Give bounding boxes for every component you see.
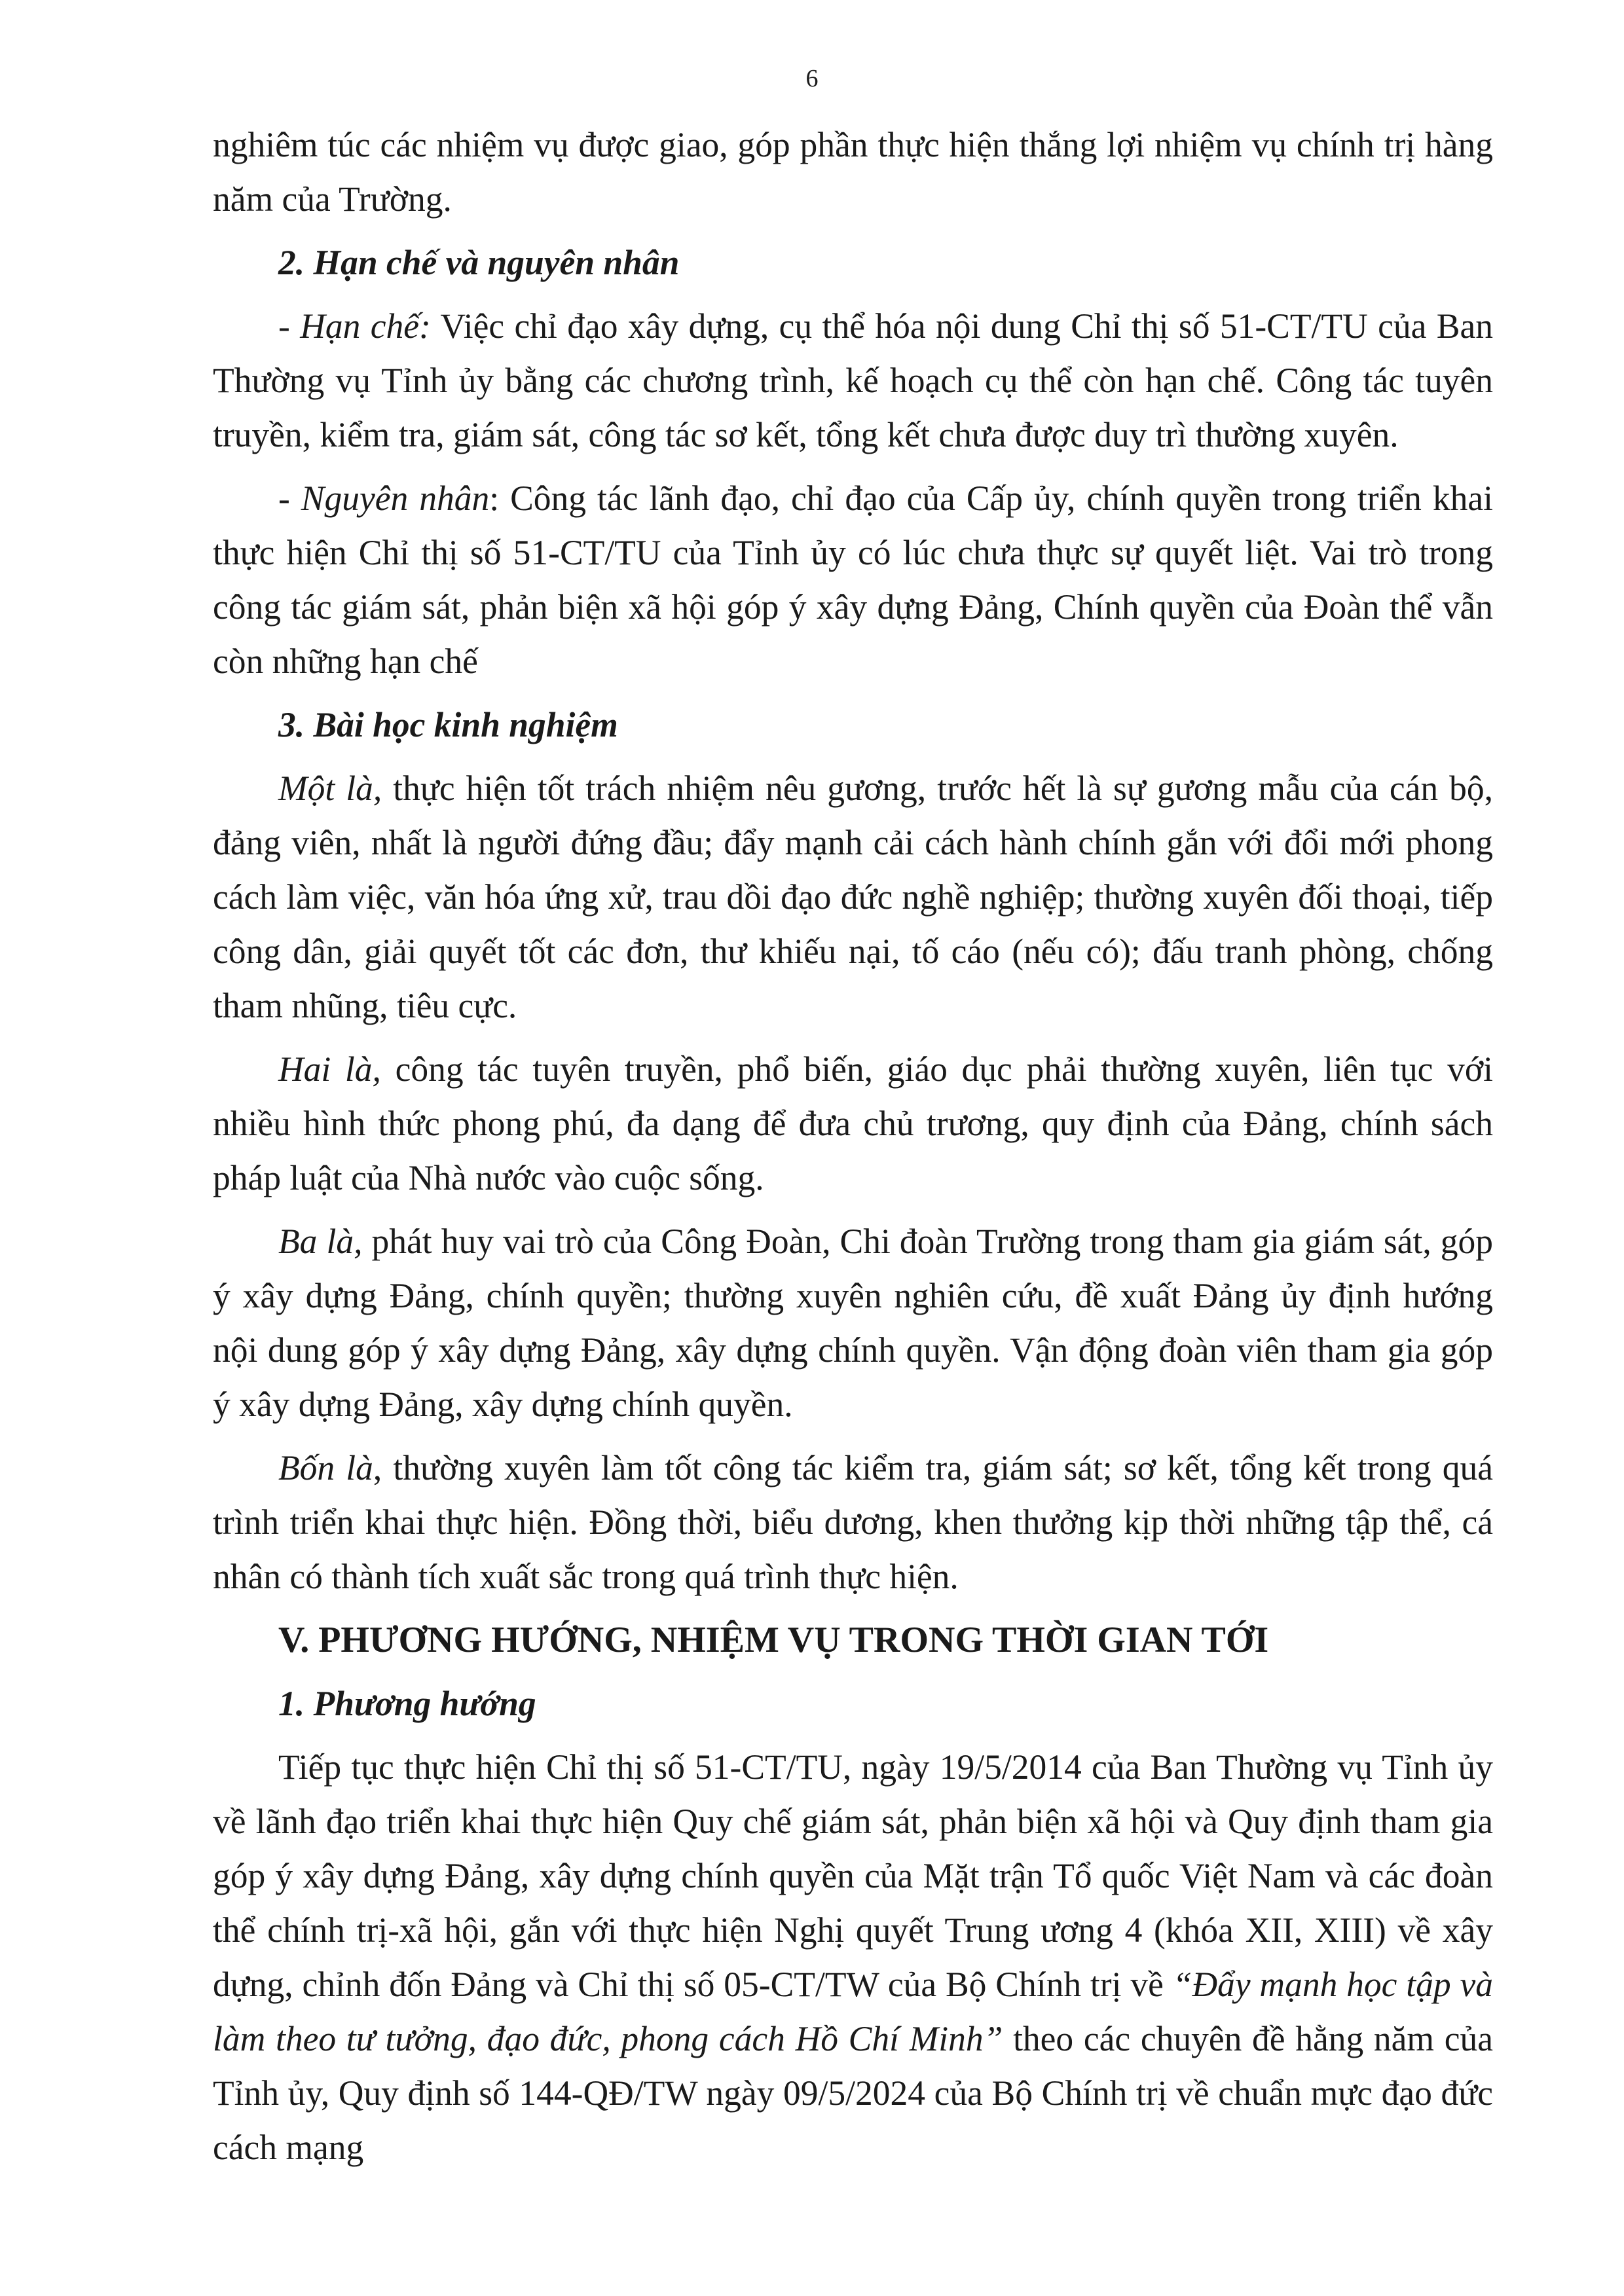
lesson-lead-2: Hai là,	[278, 1049, 381, 1089]
lesson-lead-3: Ba là,	[278, 1222, 363, 1261]
section-v-heading: V. PHƯƠNG HƯỚNG, NHIỆM VỤ TRONG THỜI GIAN TỚI	[278, 1620, 1269, 1660]
page-number: 6	[805, 65, 819, 92]
document-body	[213, 118, 1493, 2184]
lesson-paragraph-4	[213, 1441, 1493, 1604]
direction-paragraph	[213, 1740, 1493, 2175]
lesson-text-1: thực hiện tốt trách nhiệm nêu gương, trước hết là sự gương mẫu của cán bộ, đảng viên, nhất là người đứng đầu; đẩy mạnh cải cách hành chính gắn với đổi mới phong cách làm việc, văn hóa ứng xử, trau dồi đạo đức nghề nghiệp; thường xuyên đối thoại, tiếp công dân, giải quyết tốt các đơn, thư khiếu nại, tố cáo (nếu có); đấu tranh phòng, chống tham nhũng, tiêu cực.	[213, 769, 1493, 1025]
nguyen-nhan-lead: - Nguyên nhân	[278, 479, 490, 518]
lesson-paragraph-3	[213, 1214, 1493, 1432]
direction-heading: 1. Phương hướng	[278, 1684, 536, 1723]
han-che-lead: - Hạn chế:	[278, 306, 431, 346]
lessons-heading: 3. Bài học kinh nghiệm	[278, 705, 618, 744]
han-che-paragraph	[213, 299, 1493, 462]
lesson-text-2: công tác tuyên truyền, phổ biến, giáo dục phải thường xuyên, liên tục với nhiều hình thức phong phú, đa dạng để đưa chủ trương, quy định của Đảng, chính sách pháp luật của Nhà nước vào cuộc sống.	[213, 1049, 1493, 1197]
lesson-lead-1: Một là,	[278, 769, 382, 808]
han-che-text: Việc chỉ đạo xây dựng, cụ thể hóa nội dung Chỉ thị số 51-CT/TU của Ban Thường vụ Tỉnh ủy bằng các chương trình, kế hoạch cụ thể còn hạn chế. Công tác tuyên truyền, kiểm tra, giám sát, công tác sơ kết, tổng kết chưa được duy trì thường xuyên.	[213, 306, 1493, 454]
intro-paragraph: nghiêm túc các nhiệm vụ được giao, góp phần thực hiện thắng lợi nhiệm vụ chính trị hàng năm của Trường.	[213, 125, 1493, 219]
lesson-paragraph-1	[213, 761, 1493, 1033]
lesson-text-4: , thường xuyên làm tốt công tác kiểm tra, giám sát; sơ kết, tổng kết trong quá trình triển khai thực hiện. Đồng thời, biểu dương, khen thưởng kịp thời những tập thể, cá nhân có thành tích xuất sắc trong quá trình thực hiện.	[213, 1448, 1493, 1596]
lesson-text-3: phát huy vai trò của Công Đoàn, Chi đoàn Trường trong tham gia giám sát, góp ý xây dựng Đảng, chính quyền; thường xuyên nghiên cứu, đề xuất Đảng ủy định hướng nội dung góp ý xây dựng Đảng, xây dựng chính quyền. Vận động đoàn viên tham gia góp ý xây dựng Đảng, xây dựng chính quyền.	[213, 1222, 1494, 1424]
direction-text-part2: theo các chuyên đề hằng năm của Tỉnh ủy, Quy định số 144-QĐ/TW ngày 09/5/2024 của Bộ Chính trị về chuẩn mực đạo đức cách mạng	[213, 2019, 1493, 2167]
limitations-heading: 2. Hạn chế và nguyên nhân	[278, 243, 680, 282]
lesson-paragraph-2	[213, 1042, 1493, 1205]
direction-quote: “Đẩy mạnh học tập và làm theo tư tưởng, đạo đức, phong cách Hồ Chí Minh”	[213, 1965, 1493, 2058]
nguyen-nhan-text: : Công tác lãnh đạo, chỉ đạo của Cấp ủy, chính quyền trong triển khai thực hiện Chỉ thị số 51-CT/TU của Tỉnh ủy có lúc chưa thực sự quyết liệt. Vai trò trong công tác giám sát, phản biện xã hội góp ý xây dựng Đảng, Chính quyền của Đoàn thể vẫn còn những hạn chế	[213, 479, 1493, 681]
lesson-lead-4: Bốn là	[278, 1448, 373, 1487]
nguyen-nhan-paragraph	[213, 471, 1493, 689]
direction-text-part1: Tiếp tục thực hiện Chỉ thị số 51-CT/TU, ngày 19/5/2014 của Ban Thường vụ Tỉnh ủy về lãnh đạo triển khai thực hiện Quy chế giám sát, phản biện xã hội và Quy định tham gia góp ý xây dựng Đảng, xây dựng chính quyền của Mặt trận Tổ quốc Việt Nam và các đoàn thể chính trị-xã hội, gắn với thực hiện Nghị quyết Trung ương 4 (khóa XII, XIII) về xây dựng, chỉnh đốn Đảng và Chỉ thị số 05-CT/TW của Bộ Chính trị về	[213, 1747, 1493, 2004]
